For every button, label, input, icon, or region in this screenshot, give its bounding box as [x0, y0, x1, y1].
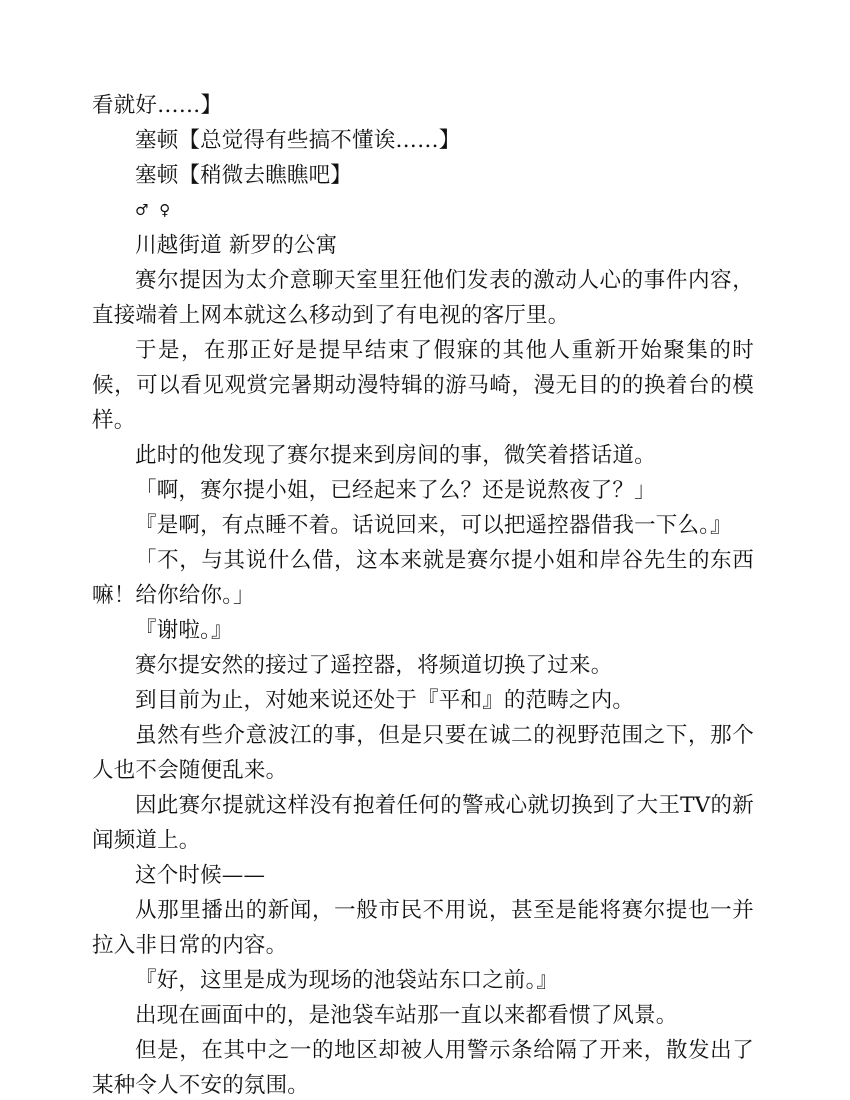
paragraph: 赛尔提因为太介意聊天室里狂他们发表的激动人心的事件内容，直接端着上网本就这么移动到了有电视的客厅里。: [92, 268, 754, 328]
paragraph: 赛尔提安然的接过了遥控器，将频道切换了过来。: [135, 653, 613, 678]
paragraph: 虽然有些介意波江的事，但是只要在诚二的视野范围之下，那个人也不会随便乱来。: [92, 723, 754, 783]
dialogue-line: 『谢啦。』: [135, 618, 233, 643]
dialogue-line: 「啊，赛尔提小姐，已经起来了么？还是说熬夜了？」: [135, 478, 656, 503]
gender-symbols-line: ♂ ♀: [135, 201, 174, 219]
dialogue-line: 『是啊，有点睡不着。话说回来，可以把遥控器借我一下么。』: [135, 513, 732, 538]
paragraph: 塞顿【总觉得有些搞不懂诶……】: [135, 128, 461, 153]
text-column: [92, 88, 754, 1100]
paragraph: 此时的他发现了赛尔提来到房间的事，微笑着搭话道。: [135, 443, 656, 468]
paragraph: 因此赛尔提就这样没有抱着任何的警戒心就切换到了大王TV的新闻频道上。: [92, 793, 754, 853]
dialogue-line: 『好，这里是成为现场的池袋站东口之前。』: [135, 968, 559, 993]
paragraph: 但是，在其中之一的地区却被人用警示条给隔了开来，散发出了某种令人不安的氛围。: [92, 1038, 754, 1098]
paragraph: 于是，在那正好是提早结束了假寐的其他人重新开始聚集的时候，可以看见观赏完暑期动漫特辑的游马崎，漫无目的的换着台的模样。: [92, 338, 754, 433]
paragraph: 出现在画面中的，是池袋车站那一直以来都看惯了风景。: [135, 1003, 678, 1028]
dialogue-line: 「不，与其说什么借，这本来就是赛尔提小姐和岸谷先生的东西嘛！给你给你。」: [92, 548, 754, 608]
paragraph: 塞顿【稍微去瞧瞧吧】: [135, 163, 353, 188]
paragraph: 到目前为止，对她来说还处于『平和』的范畴之内。: [135, 688, 635, 713]
scene-location-heading: 川越街道 新罗的公寓: [135, 233, 338, 258]
paragraph: 这个时候——: [135, 863, 266, 888]
paragraph: 看就好……】: [92, 93, 223, 118]
paragraph: 从那里播出的新闻，一般市民不用说，甚至是能将赛尔提也一并拉入非日常的内容。: [92, 898, 754, 958]
